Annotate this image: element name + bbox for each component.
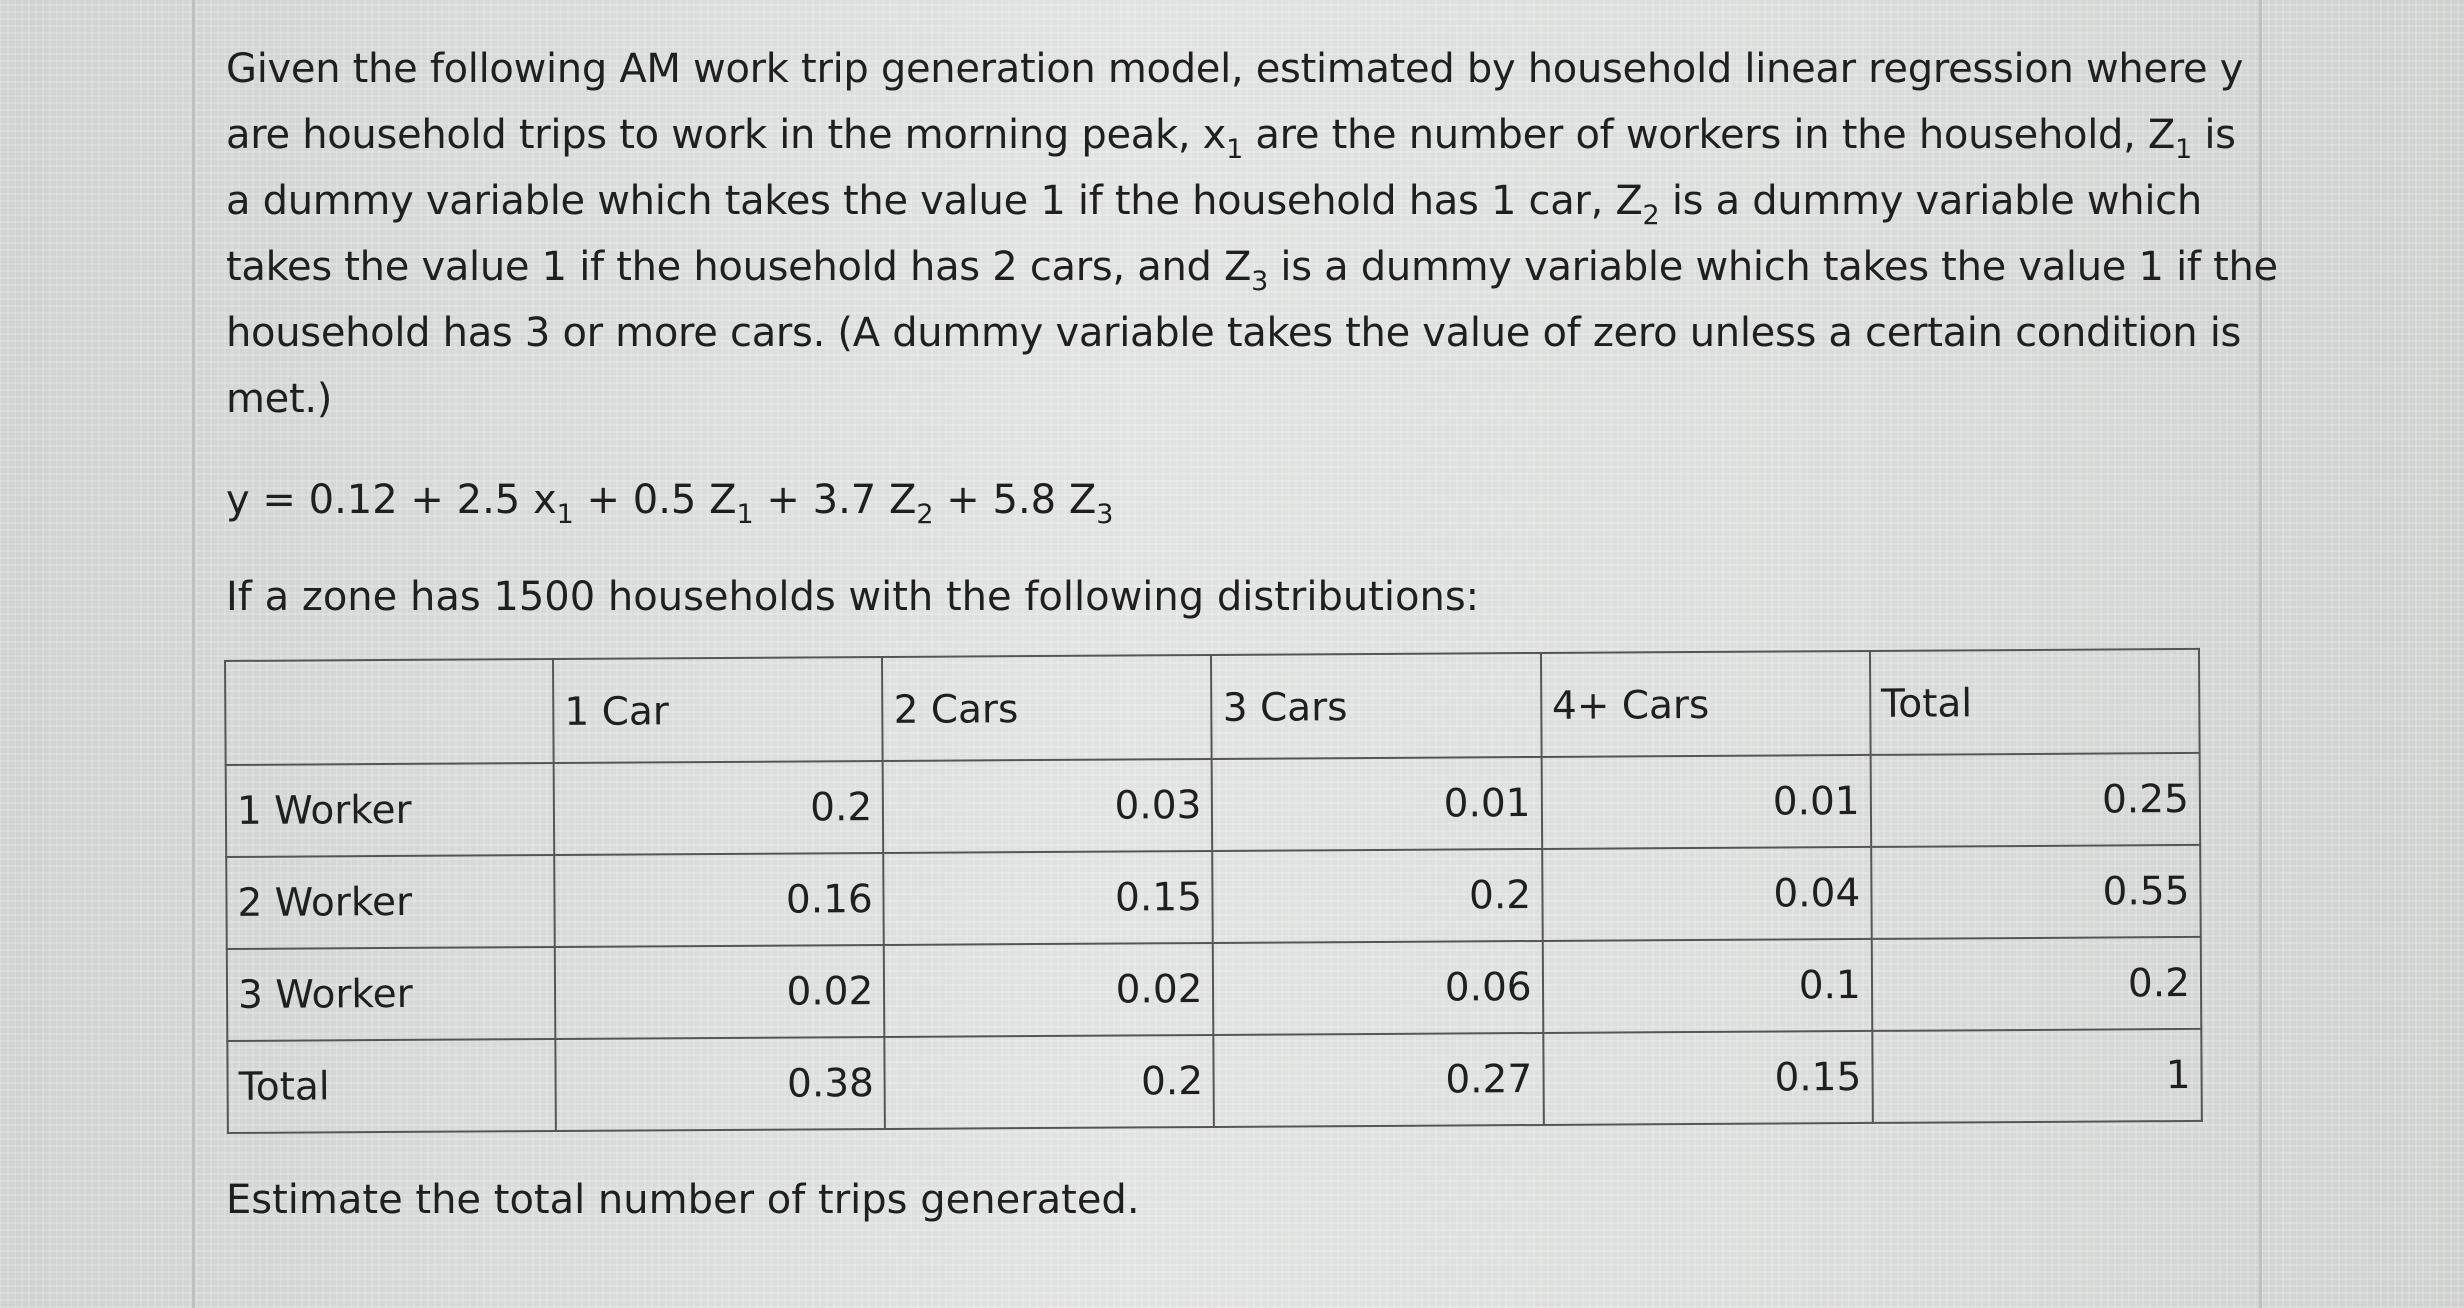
table-cell: 0.2 [1213, 849, 1543, 943]
table-cell: 0.25 [1870, 753, 2200, 847]
row-label: Total [227, 1039, 556, 1133]
table-cell: 0.01 [1212, 757, 1542, 851]
question-text: Estimate the total number of trips generated. [226, 1177, 1140, 1223]
statement-line-2: are household trips to work in the morning peak, $x_1$ are the number of workers in the household, $Z_1$ is [226, 112, 2236, 165]
row-label: 1 Worker [226, 763, 555, 857]
table-cell: 0.06 [1213, 941, 1543, 1035]
table-cell: 0.27 [1214, 1033, 1544, 1127]
table-row [227, 937, 2202, 1041]
header-total: Total [1870, 649, 2200, 755]
table-cell: 0.15 [1543, 1031, 1873, 1125]
header-1-car: 1 Car [553, 657, 883, 763]
row-label: 3 Worker [227, 947, 556, 1041]
table-cell: 0.01 [1541, 755, 1871, 849]
table-row [226, 845, 2201, 949]
header-3-cars: 3 Cars [1211, 653, 1541, 759]
regression-equation: y = 0.12 + 2.5 $x_1 + 0.5$ $Z_1 + 3.7$ $Z_2 + 5.8$ $Z_3$ [226, 477, 1114, 530]
household-distribution-table [224, 648, 2203, 1134]
header-corner [225, 659, 554, 765]
statement-line-1: Given the following AM work trip generation model, estimated by household linear regression where y [226, 46, 2244, 92]
table-cell: 0.15 [884, 851, 1214, 945]
distribution-intro: If a zone has 1500 households with the following distributions: [226, 574, 1480, 620]
header-4plus-cars: 4+ Cars [1541, 651, 1871, 757]
table-cell: 0.2 [885, 1035, 1215, 1129]
row-label: 2 Worker [226, 855, 555, 949]
table-header-row [225, 649, 2200, 765]
table-cell: 0.55 [1871, 845, 2201, 939]
table-row [226, 753, 2201, 857]
table-cell: 0.02 [884, 943, 1214, 1037]
statement-line-3: a dummy variable which takes the value 1 if the household has 1 car, $Z_2$ is a dummy variable which [226, 178, 2202, 231]
table-cell: 0.03 [883, 759, 1213, 853]
table-cell: 0.04 [1542, 847, 1872, 941]
table-cell: 1 [1872, 1029, 2202, 1123]
table-cell: 0.2 [554, 761, 884, 855]
table-cell: 0.1 [1542, 939, 1872, 1033]
table-cell: 0.2 [1872, 937, 2202, 1031]
table-cell: 0.16 [554, 853, 884, 947]
problem-statement [226, 36, 2278, 432]
statement-line-6: met.) [226, 376, 333, 422]
header-2-cars: 2 Cars [882, 655, 1212, 761]
table-cell: 0.02 [555, 945, 885, 1039]
table-cell: 0.38 [555, 1037, 885, 1131]
statement-line-5: household has 3 or more cars. (A dummy variable takes the value of zero unless a certain condition is [226, 310, 2242, 356]
table-row-total [227, 1029, 2202, 1133]
statement-line-4: takes the value 1 if the household has 2 cars, and $Z_3$ is a dummy variable which takes the value 1 if the [226, 244, 2278, 297]
